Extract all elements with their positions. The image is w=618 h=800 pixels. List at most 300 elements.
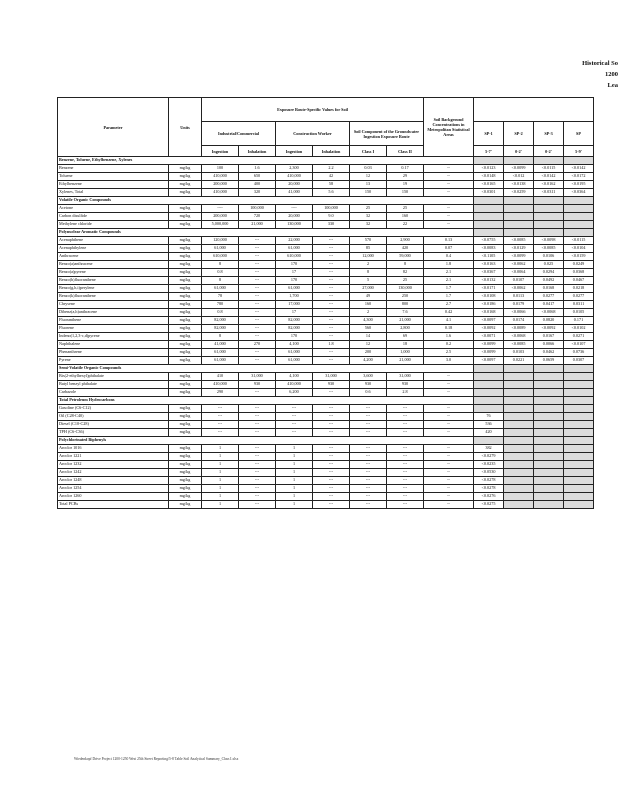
unit-cell: mg/kg: [169, 461, 202, 469]
sample-cell: 0.0066: [534, 341, 564, 349]
criteria-cell: 160: [350, 301, 387, 309]
sample-cell: <0.0062: [504, 261, 534, 269]
table-row: [58, 325, 594, 333]
col-construction: Construction Worker: [276, 122, 350, 146]
criteria-cell: 0.17: [387, 165, 424, 173]
parameter-cell: Total PCBs: [58, 501, 169, 509]
criteria-cell: 2.1: [424, 277, 474, 285]
sample-cell: [504, 485, 534, 493]
table-row: [58, 341, 594, 349]
unit-cell: mg/kg: [169, 325, 202, 333]
criteria-cell: 8: [202, 277, 239, 285]
unit-cell: mg/kg: [169, 261, 202, 269]
criteria-cell: ---: [313, 317, 350, 325]
sample-cell: [504, 405, 534, 413]
criteria-cell: 1: [276, 477, 313, 485]
criteria-cell: 610,000: [202, 253, 239, 261]
parameter-cell: Benzo(a)anthracene: [58, 261, 169, 269]
sample-cell: <0.0085: [534, 245, 564, 253]
sample-cell: <0.0275: [474, 501, 504, 509]
criteria-cell: ---: [387, 469, 424, 477]
criteria-cell: ---: [313, 349, 350, 357]
sample-cell: 0.0103: [504, 349, 534, 357]
criteria-cell: --: [424, 205, 474, 213]
criteria-cell: 20,000: [276, 181, 313, 189]
criteria-cell: ---: [313, 485, 350, 493]
criteria-cell: 1: [276, 453, 313, 461]
criteria-cell: 78: [202, 293, 239, 301]
section-sample-cell: [564, 365, 594, 373]
sample-cell: [534, 421, 564, 429]
sample-cell: 0.0368: [564, 269, 594, 277]
col-exposure-header: Exposure Route-Specific Values for Soil: [202, 98, 424, 122]
criteria-cell: ---: [239, 333, 276, 341]
parameter-cell: Aroclor 1260: [58, 493, 169, 501]
section-sample-cell: [564, 229, 594, 237]
criteria-cell: ---: [239, 421, 276, 429]
criteria-cell: 150: [350, 189, 387, 197]
table-row: [58, 213, 594, 221]
section-title: Total Petroleum Hydrocarbons: [58, 397, 474, 405]
sample-cell: <0.0066: [504, 309, 534, 317]
sample-cell: [474, 205, 504, 213]
criteria-cell: 2,800: [387, 325, 424, 333]
criteria-cell: 1: [202, 477, 239, 485]
criteria-cell: 8: [350, 269, 387, 277]
parameter-cell: Carbazole: [58, 389, 169, 397]
criteria-cell: 320: [239, 189, 276, 197]
parameter-cell: Butyl benzyl phthalate: [58, 381, 169, 389]
criteria-cell: 25: [350, 205, 387, 213]
unit-cell: mg/kg: [169, 213, 202, 221]
header-location: Lea: [607, 82, 618, 89]
criteria-cell: 100,000: [313, 205, 350, 213]
table-row: [58, 309, 594, 317]
criteria-cell: 0.8: [202, 269, 239, 277]
parameter-cell: Benzo(a)pyrene: [58, 269, 169, 277]
criteria-cell: ---: [239, 277, 276, 285]
criteria-cell: --: [424, 501, 474, 509]
col-units: Units: [169, 98, 202, 157]
section-header-row: [58, 437, 594, 445]
sample-cell: [564, 413, 594, 421]
section-sample-cell: [474, 197, 504, 205]
parameter-cell: Aroclor 1232: [58, 461, 169, 469]
criteria-cell: ---: [350, 485, 387, 493]
criteria-cell: 2,300: [276, 165, 313, 173]
section-sample-cell: [474, 365, 504, 373]
sample-cell: 0.0249: [564, 261, 594, 269]
criteria-cell: 720: [239, 213, 276, 221]
criteria-cell: 1: [202, 445, 239, 453]
criteria-cell: ---: [387, 413, 424, 421]
criteria-cell: 4,100: [276, 373, 313, 381]
section-header-row: [58, 397, 594, 405]
criteria-cell: ---: [313, 461, 350, 469]
section-sample-cell: [534, 365, 564, 373]
criteria-cell: 82,000: [202, 325, 239, 333]
parameter-cell: Xylenes, Total: [58, 189, 169, 197]
parameter-cell: Dibenz(a,h)anthracene: [58, 309, 169, 317]
criteria-cell: 800: [387, 301, 424, 309]
sample-cell: <0.0097: [474, 357, 504, 365]
sample-cell: [534, 205, 564, 213]
criteria-cell: ---: [313, 469, 350, 477]
sample-cell: [474, 221, 504, 229]
sample-cell: <0.0367: [474, 269, 504, 277]
criteria-cell: ---: [276, 405, 313, 413]
section-sample-cell: [504, 437, 534, 445]
parameter-cell: Chrysene: [58, 301, 169, 309]
criteria-cell: ---: [313, 277, 350, 285]
criteria-cell: 0.2: [424, 341, 474, 349]
criteria-cell: ---: [350, 453, 387, 461]
criteria-cell: 29: [387, 173, 424, 181]
criteria-cell: ---: [313, 357, 350, 365]
criteria-cell: 2: [350, 261, 387, 269]
criteria-cell: 32: [350, 221, 387, 229]
criteria-cell: 410,000: [202, 189, 239, 197]
criteria-cell: ---: [350, 477, 387, 485]
criteria-cell: ---: [387, 445, 424, 453]
sample-cell: 0.0307: [564, 357, 594, 365]
parameter-cell: Carbon disulfide: [58, 213, 169, 221]
sample-cell: <0.0364: [564, 189, 594, 197]
sample-cell: [564, 205, 594, 213]
criteria-cell: 200,000: [202, 181, 239, 189]
criteria-cell: 1: [202, 469, 239, 477]
criteria-cell: 22,000: [276, 237, 313, 245]
criteria-cell: 41,000: [276, 189, 313, 197]
criteria-cell: ---: [350, 461, 387, 469]
criteria-cell: 8: [202, 333, 239, 341]
criteria-cell: 82,000: [276, 325, 313, 333]
parameter-cell: Anthracene: [58, 253, 169, 261]
sample-cell: <0.0235: [474, 461, 504, 469]
table-row: [58, 261, 594, 269]
sample-cell: [564, 469, 594, 477]
criteria-cell: 59,000: [387, 253, 424, 261]
criteria-cell: 3,600: [350, 373, 387, 381]
criteria-cell: 22: [387, 221, 424, 229]
sample-cell: <0.0129: [504, 245, 534, 253]
table-row: [58, 277, 594, 285]
criteria-cell: ---: [239, 237, 276, 245]
parameter-cell: Aroclor 1254: [58, 485, 169, 493]
criteria-cell: 0.6: [350, 389, 387, 397]
criteria-cell: ---: [350, 413, 387, 421]
footer-path: Wiedenkopf Drive Project 1200-1250 West 25th Street Reporting\5-8 Table Soil Analytical Summary_Class I.xlsx: [74, 757, 239, 761]
section-header-row: [58, 197, 594, 205]
unit-cell: mg/kg: [169, 389, 202, 397]
criteria-cell: 330: [313, 221, 350, 229]
parameter-cell: Benzo(g,h,i)perylene: [58, 285, 169, 293]
criteria-cell: 27,000: [350, 285, 387, 293]
criteria-cell: 31,000: [239, 373, 276, 381]
parameter-cell: Acenaphthene: [58, 237, 169, 245]
criteria-cell: 1: [276, 485, 313, 493]
criteria-cell: 170: [276, 333, 313, 341]
criteria-cell: 200,000: [202, 213, 239, 221]
parameter-cell: Oil (C28-C40): [58, 413, 169, 421]
criteria-cell: 18: [387, 341, 424, 349]
criteria-cell: 130,000: [276, 221, 313, 229]
criteria-cell: 2.7: [424, 301, 474, 309]
table-row: [58, 445, 594, 453]
unit-cell: mg/kg: [169, 469, 202, 477]
criteria-cell: ---: [239, 309, 276, 317]
criteria-cell: 560: [350, 325, 387, 333]
table-row: [58, 205, 594, 213]
criteria-cell: 4.1: [424, 317, 474, 325]
sample-cell: [564, 445, 594, 453]
sample-cell: 0.171: [564, 317, 594, 325]
criteria-cell: 5: [350, 277, 387, 285]
sample-cell: 0.0105: [564, 309, 594, 317]
sample-cell: <0.0115: [564, 237, 594, 245]
criteria-cell: ---: [387, 421, 424, 429]
section-title: Volatile Organic Compounds: [58, 197, 474, 205]
sample-cell: <0.0163: [474, 261, 504, 269]
criteria-cell: ---: [239, 349, 276, 357]
sample-cell: <0.0301: [474, 189, 504, 197]
criteria-cell: 780: [202, 301, 239, 309]
criteria-cell: 1,000: [387, 349, 424, 357]
criteria-cell: ----: [202, 205, 239, 213]
criteria-cell: 12: [350, 173, 387, 181]
unit-cell: mg/kg: [169, 405, 202, 413]
table-body: [58, 157, 594, 509]
criteria-cell: ---: [350, 501, 387, 509]
criteria-cell: 82,000: [202, 317, 239, 325]
parameter-cell: Toluene: [58, 173, 169, 181]
section-sample-cell: [474, 157, 504, 165]
criteria-cell: ---: [276, 429, 313, 437]
sample-cell: [534, 381, 564, 389]
col-sample-2-id: SP-2: [504, 122, 534, 146]
unit-cell: mg/kg: [169, 381, 202, 389]
criteria-cell: ---: [239, 477, 276, 485]
criteria-cell: 0.03: [350, 165, 387, 173]
criteria-cell: ----: [276, 205, 313, 213]
table-row: [58, 317, 594, 325]
unit-cell: mg/kg: [169, 253, 202, 261]
criteria-cell: ---: [313, 285, 350, 293]
criteria-cell: 8: [387, 261, 424, 269]
criteria-cell: ---: [276, 421, 313, 429]
criteria-cell: 0.42: [424, 309, 474, 317]
sample-cell: [504, 381, 534, 389]
table-row: [58, 269, 594, 277]
sample-cell: [564, 461, 594, 469]
unit-cell: mg/kg: [169, 189, 202, 197]
sample-cell: [534, 461, 564, 469]
criteria-cell: 25: [387, 277, 424, 285]
sample-cell: <0.0104: [564, 245, 594, 253]
sample-cell: 536: [474, 421, 504, 429]
criteria-cell: 21,000: [387, 317, 424, 325]
criteria-cell: 0.07: [424, 245, 474, 253]
col-background: Soil Background Concentrations in Metropolitan Statistical Areas: [424, 98, 474, 157]
unit-cell: mg/kg: [169, 501, 202, 509]
col-sample-1-depth: 5-7': [474, 146, 504, 157]
criteria-cell: ---: [313, 269, 350, 277]
sample-cell: 0.0107: [504, 277, 534, 285]
criteria-cell: 85: [350, 245, 387, 253]
sample-cell: 0.0167: [534, 333, 564, 341]
table-row: [58, 477, 594, 485]
sample-cell: <0.0099: [504, 253, 534, 261]
criteria-cell: ---: [313, 325, 350, 333]
criteria-cell: ---: [387, 477, 424, 485]
unit-cell: mg/kg: [169, 421, 202, 429]
table-row: [58, 493, 594, 501]
table-row: [58, 469, 594, 477]
parameter-cell: Fluoranthene: [58, 317, 169, 325]
criteria-cell: ---: [387, 405, 424, 413]
table-row: [58, 357, 594, 365]
criteria-cell: 42: [313, 173, 350, 181]
sample-cell: [504, 213, 534, 221]
criteria-cell: ---: [387, 485, 424, 493]
criteria-cell: 6,200: [276, 389, 313, 397]
criteria-cell: 410,000: [202, 381, 239, 389]
table-row: [58, 461, 594, 469]
sample-cell: 0.0174: [504, 317, 534, 325]
sample-cell: <0.0186: [474, 301, 504, 309]
criteria-cell: --: [424, 493, 474, 501]
criteria-cell: 8: [202, 261, 239, 269]
col-sample-3-id: SP-3: [534, 122, 564, 146]
sample-cell: [534, 501, 564, 509]
sample-cell: <0.0171: [474, 285, 504, 293]
parameter-cell: Aroclor 1248: [58, 477, 169, 485]
criteria-cell: 61,000: [276, 285, 313, 293]
sample-cell: [504, 453, 534, 461]
section-header-row: [58, 365, 594, 373]
criteria-cell: --: [424, 165, 474, 173]
sample-cell: <0.0195: [564, 181, 594, 189]
criteria-cell: 400: [239, 181, 276, 189]
sample-cell: 0.0659: [534, 357, 564, 365]
criteria-cell: 17: [276, 269, 313, 277]
sample-cell: <0.0064: [504, 269, 534, 277]
col-industrial: Industrial/Commercial: [202, 122, 276, 146]
criteria-cell: ---: [239, 461, 276, 469]
criteria-cell: ---: [387, 461, 424, 469]
section-sample-cell: [474, 397, 504, 405]
criteria-cell: 100,000: [239, 205, 276, 213]
sample-cell: <0.0138: [504, 181, 534, 189]
parameter-cell: Benzo(b)fluoranthene: [58, 277, 169, 285]
col-ind-ingestion: Ingestion: [202, 146, 239, 157]
criteria-cell: 5,000,000: [202, 221, 239, 229]
unit-cell: mg/kg: [169, 245, 202, 253]
criteria-cell: ---: [276, 413, 313, 421]
section-sample-cell: [564, 157, 594, 165]
table-row: [58, 421, 594, 429]
criteria-cell: 9.0: [313, 213, 350, 221]
sample-cell: <0.0259: [504, 189, 534, 197]
sample-cell: [564, 381, 594, 389]
parameter-cell: Fluorene: [58, 325, 169, 333]
table-row: [58, 301, 594, 309]
sample-cell: [564, 501, 594, 509]
sample-cell: <0.0108: [474, 293, 504, 301]
sample-cell: 0.0492: [534, 277, 564, 285]
sample-cell: 0.0467: [564, 277, 594, 285]
criteria-cell: ---: [350, 469, 387, 477]
criteria-cell: --: [424, 461, 474, 469]
unit-cell: mg/kg: [169, 221, 202, 229]
criteria-cell: 120,000: [202, 237, 239, 245]
criteria-cell: ---: [202, 421, 239, 429]
sample-cell: <0.0062: [504, 285, 534, 293]
criteria-cell: 410,000: [276, 381, 313, 389]
criteria-cell: --: [424, 181, 474, 189]
col-ind-inhalation: Inhalation: [239, 146, 276, 157]
section-sample-cell: [534, 157, 564, 165]
col-class2: Class II: [387, 146, 424, 157]
parameter-cell: Indeno(1,2,3-c,d)pyrene: [58, 333, 169, 341]
criteria-cell: ---: [239, 253, 276, 261]
criteria-cell: --: [424, 413, 474, 421]
sample-cell: <0.0755: [474, 237, 504, 245]
sample-cell: [504, 461, 534, 469]
criteria-cell: 150: [387, 189, 424, 197]
criteria-cell: ---: [239, 413, 276, 421]
criteria-cell: --: [424, 189, 474, 197]
sample-cell: 0.0179: [504, 301, 534, 309]
criteria-cell: 0.4: [424, 253, 474, 261]
col-con-ingestion: Ingestion: [276, 146, 313, 157]
table-row: [58, 453, 594, 461]
criteria-cell: 1: [276, 445, 313, 453]
criteria-cell: 1.8: [424, 261, 474, 269]
sample-cell: [504, 205, 534, 213]
sample-cell: [474, 381, 504, 389]
table-row: [58, 429, 594, 437]
criteria-cell: --: [424, 389, 474, 397]
parameter-cell: Diesel (C10-C28): [58, 421, 169, 429]
col-sample-3-depth: 0-2': [534, 146, 564, 157]
criteria-cell: ---: [313, 501, 350, 509]
unit-cell: mg/kg: [169, 341, 202, 349]
criteria-cell: 21,000: [387, 357, 424, 365]
criteria-cell: ---: [313, 389, 350, 397]
sample-cell: [534, 221, 564, 229]
section-sample-cell: [474, 437, 504, 445]
criteria-cell: 14: [350, 333, 387, 341]
criteria-cell: --: [424, 221, 474, 229]
parameter-cell: Gasoline (C6-C12): [58, 405, 169, 413]
criteria-cell: --: [424, 213, 474, 221]
sample-cell: [564, 373, 594, 381]
sample-cell: <0.0168: [474, 309, 504, 317]
criteria-cell: 4,200: [350, 357, 387, 365]
table-row: [58, 245, 594, 253]
sample-cell: [564, 477, 594, 485]
criteria-cell: ---: [313, 405, 350, 413]
sample-cell: <0.0099: [504, 165, 534, 173]
criteria-cell: ---: [202, 413, 239, 421]
soil-analytical-table: [57, 97, 594, 509]
criteria-cell: 1.8: [313, 341, 350, 349]
sample-cell: 0.0820: [534, 317, 564, 325]
sample-cell: [534, 413, 564, 421]
criteria-cell: --: [424, 173, 474, 181]
criteria-cell: 12: [350, 341, 387, 349]
